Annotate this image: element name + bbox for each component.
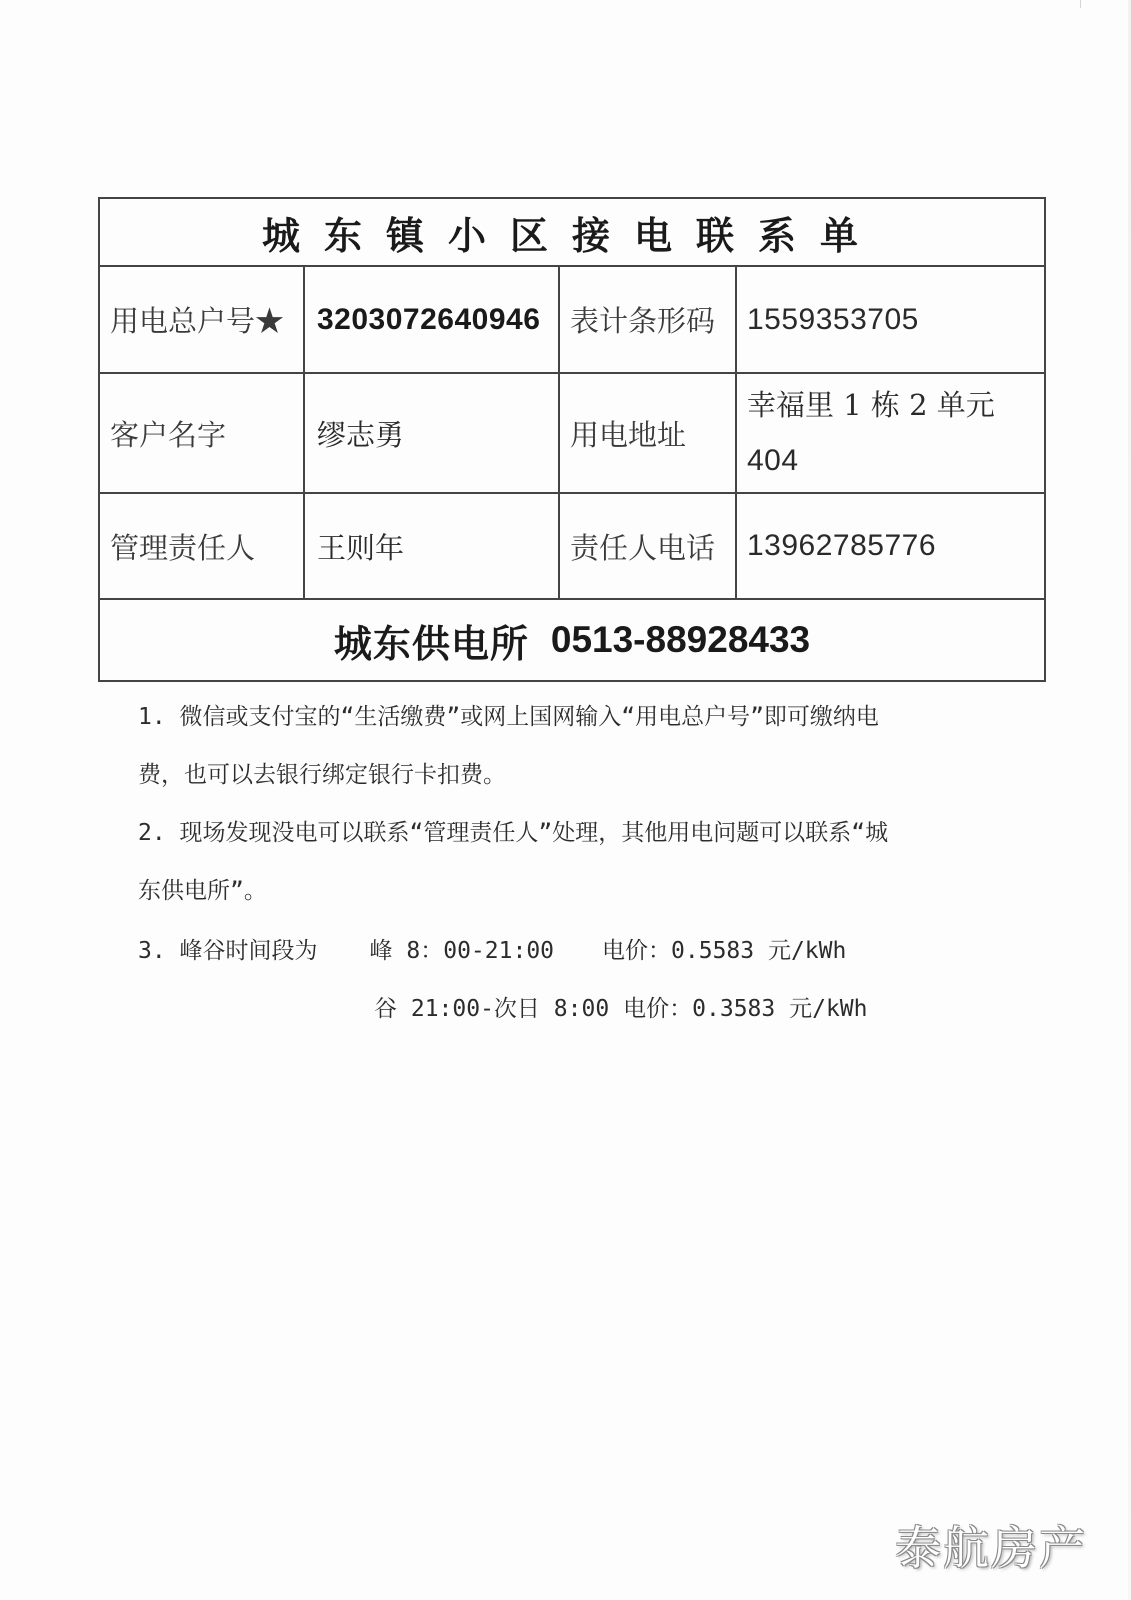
- form-title: 城东镇小区接电联系单: [261, 213, 882, 258]
- manager-phone-value: 13962785776: [747, 529, 937, 562]
- notes-section: [138, 688, 1008, 920]
- peak-period: 峰 8：00-21:00: [369, 938, 555, 964]
- address-value: [737, 374, 1044, 492]
- note-3-prefix: 3. 峰谷时间段为: [138, 938, 318, 964]
- account-number-value: 3203072640946: [305, 267, 560, 372]
- address-line-2: 404: [747, 444, 799, 477]
- valley-time-line: [374, 980, 868, 1038]
- note-2-line-2: 东供电所”。: [138, 878, 267, 904]
- manager-label: 管理责任人: [100, 494, 305, 598]
- customer-name-label: 客户名字: [100, 374, 305, 492]
- table-row: [100, 494, 1044, 600]
- contact-form-table: [98, 197, 1046, 682]
- note-1-line-1: 1. 微信或支付宝的“生活缴费”或网上国网输入“用电总户号”即可缴纳电: [138, 704, 879, 730]
- meter-barcode-label: 表计条形码: [560, 267, 737, 372]
- power-office-phone: 0513-88928433: [550, 619, 811, 660]
- address-label: 用电地址: [560, 374, 737, 492]
- customer-name-value: 缪志勇: [305, 374, 560, 492]
- peak-time-line: [138, 922, 846, 980]
- scan-mark: [1080, 0, 1081, 8]
- note-1-line-2: 费，也可以去银行绑定银行卡扣费。: [138, 762, 506, 788]
- table-row: [100, 267, 1044, 374]
- valley-price: 电价：0.3583 元/kWh: [623, 996, 868, 1022]
- note-2-line-1: 2. 现场发现没电可以联系“管理责任人”处理，其他用电问题可以联系“城: [138, 820, 889, 846]
- table-row: [100, 374, 1044, 494]
- manager-phone-label: 责任人电话: [560, 494, 737, 598]
- account-number-label: 用电总户号★: [100, 267, 305, 372]
- valley-period: 谷 21:00-次日 8:00: [374, 996, 610, 1022]
- address-line-1: 幸福里 1 栋 2 单元: [747, 388, 995, 422]
- power-office-name: 城东供电所: [333, 621, 529, 666]
- peak-price: 电价：0.5583 元/kWh: [602, 938, 847, 964]
- power-office-row: [100, 600, 1044, 680]
- manager-value: 王则年: [305, 494, 560, 598]
- form-title-row: [100, 199, 1044, 267]
- meter-barcode-value: 1559353705: [747, 302, 919, 336]
- watermark-text: 泰航房产: [895, 1521, 1087, 1575]
